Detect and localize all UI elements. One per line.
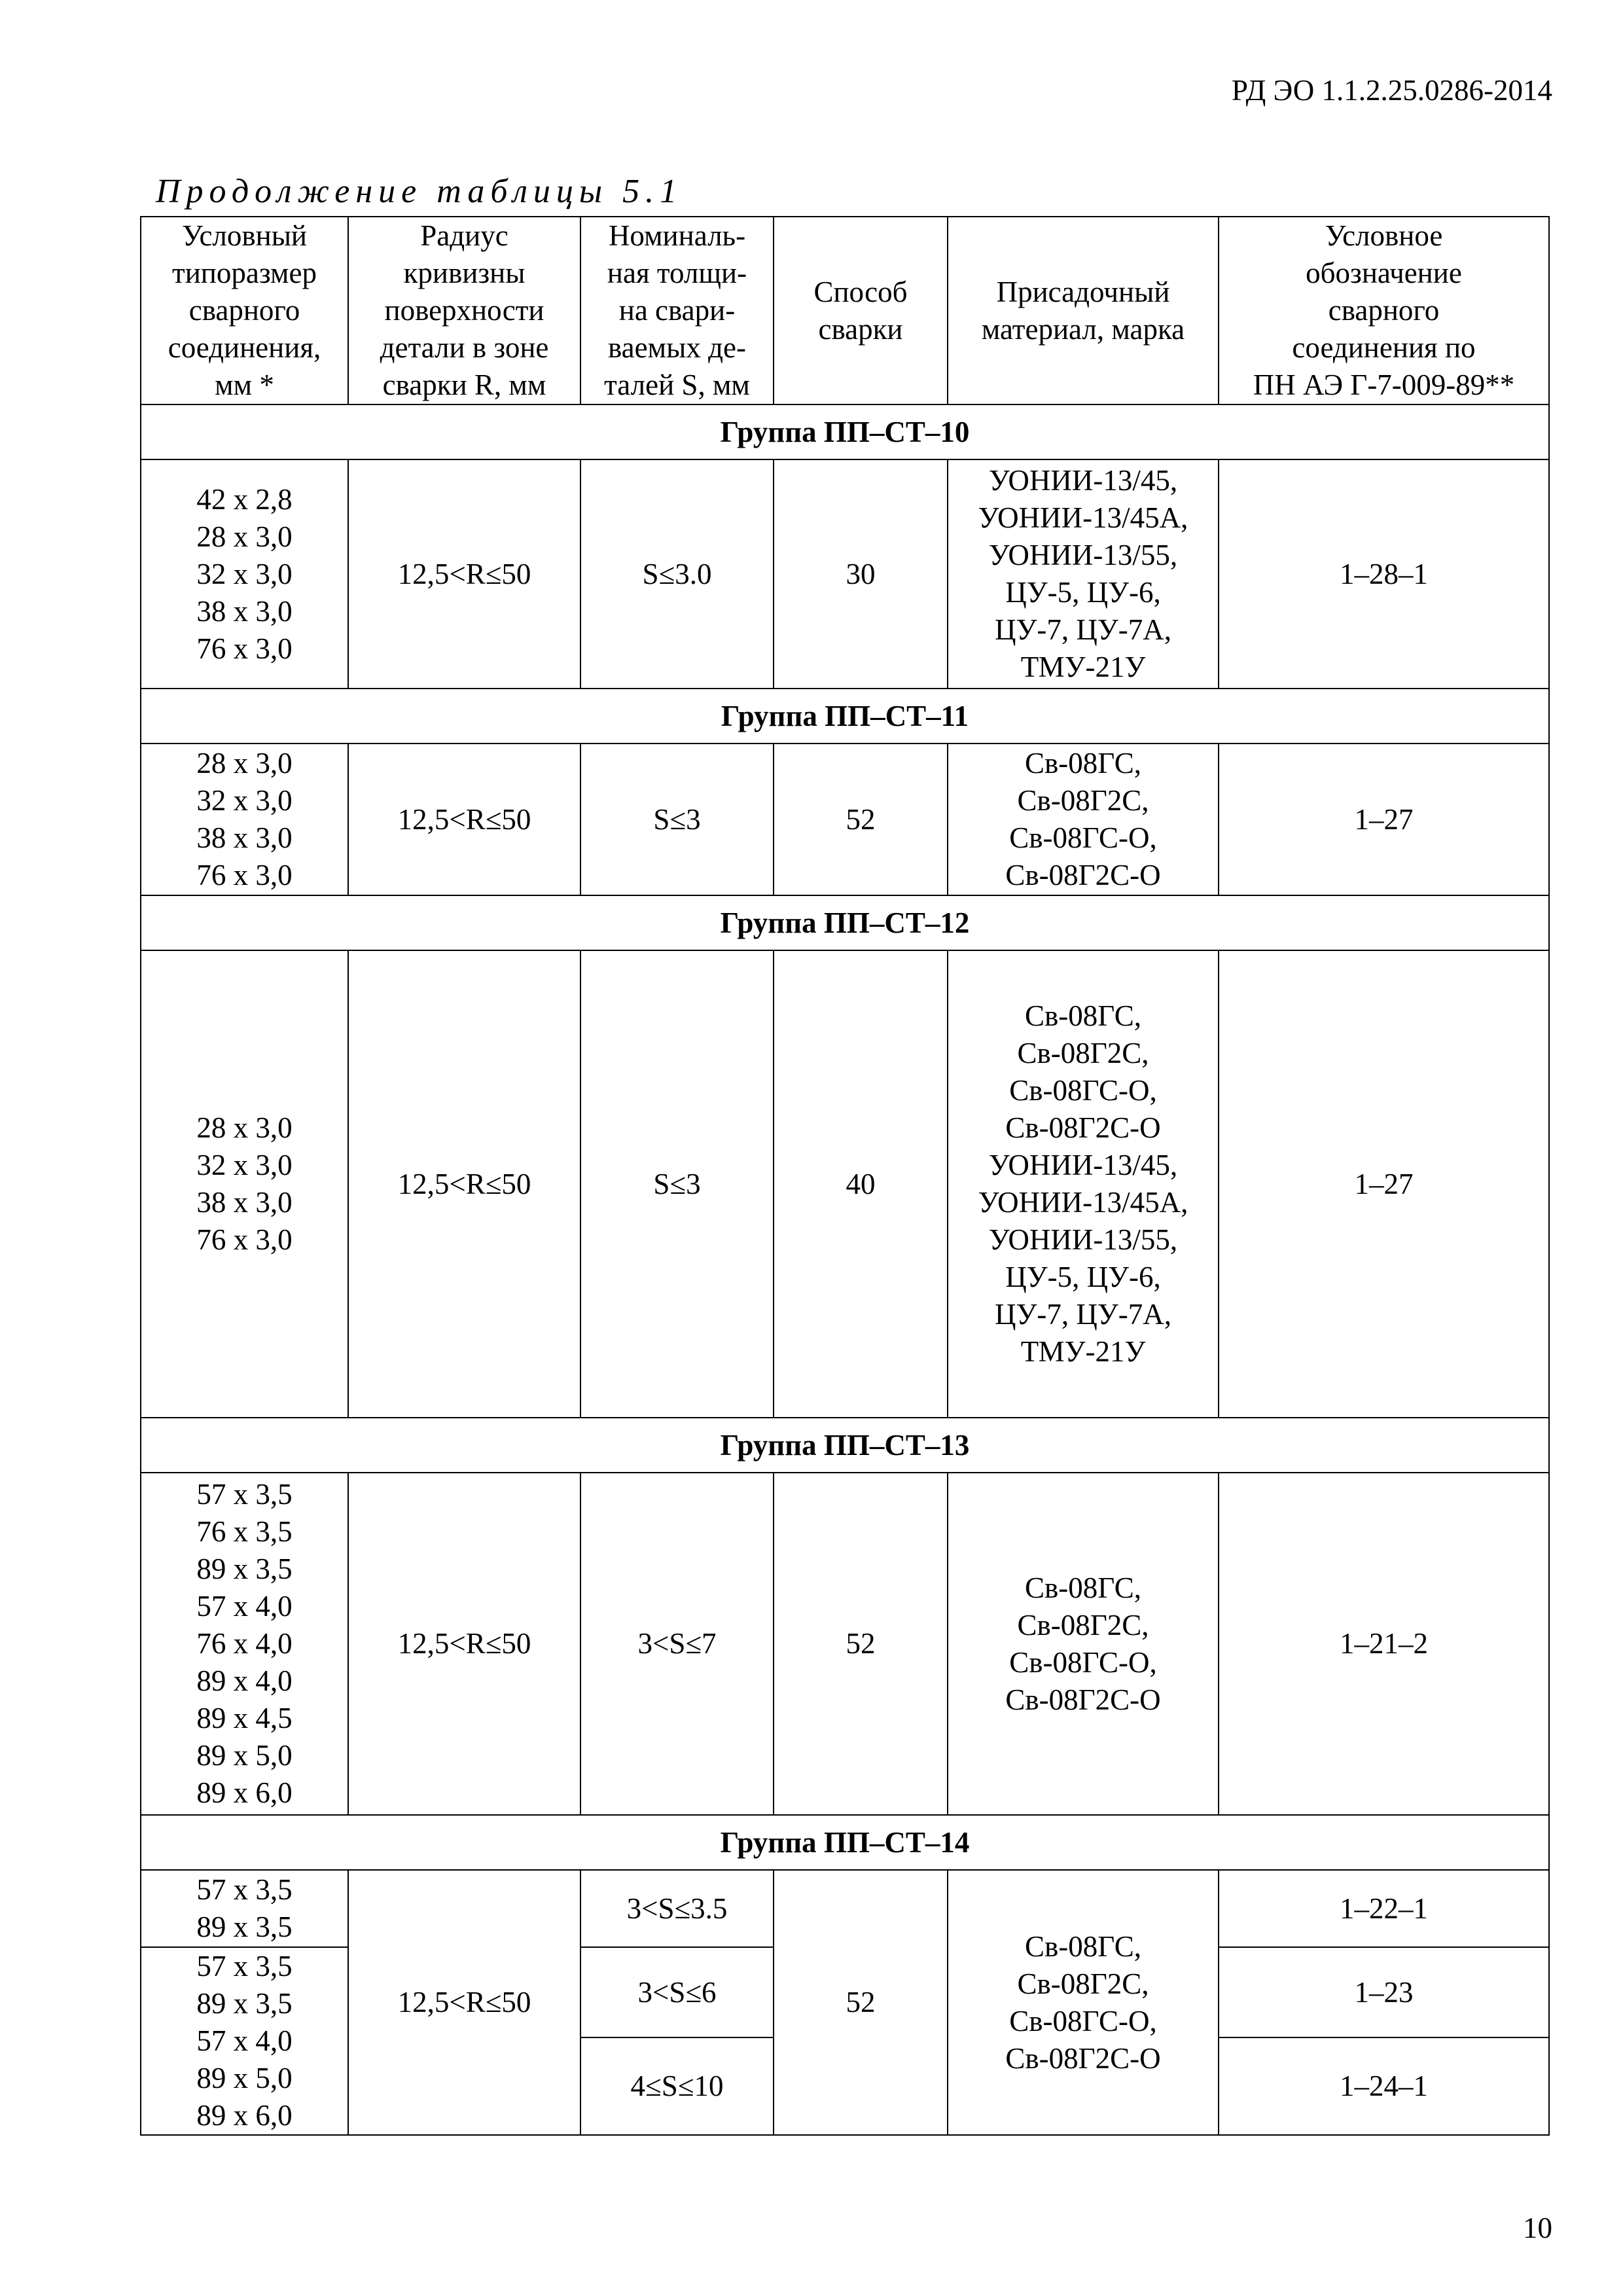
cell-line: 38 х 3,0 [196, 594, 293, 628]
column-header-thickness [580, 217, 774, 404]
group-title: Группа ПП–СТ–10 [141, 404, 1549, 459]
header-line: мм * [215, 368, 274, 401]
cell-line: Св-08ГС-О, [1009, 1074, 1157, 1107]
header-line: сварного [188, 294, 300, 327]
radius-cell: 12,5<R≤50 [348, 1870, 580, 2135]
table-caption: Продолжение таблицы 5.1 [156, 173, 683, 210]
header-line: ПН АЭ Г-7-009-89** [1253, 368, 1515, 401]
column-header-method [774, 217, 948, 404]
cell-line: 28 х 3,0 [196, 747, 293, 780]
material-cell [948, 744, 1219, 895]
cell-line: УОНИИ-13/45А, [978, 1186, 1188, 1219]
cell-line: УОНИИ-13/55, [988, 1223, 1178, 1256]
header-line: ваемых де- [608, 331, 746, 364]
material-cell [948, 950, 1219, 1418]
cell-line: Св-08Г2С-О [1005, 2041, 1161, 2075]
cell-line: Св-08Г2С, [1017, 1037, 1149, 1069]
cell-line: 89 х 5,0 [196, 1739, 293, 1772]
header-line: сварки R, мм [382, 368, 546, 401]
designation-cell: 1–27 [1219, 950, 1549, 1418]
header-line: соединения, [168, 331, 321, 364]
cell-line: ТМУ-21У [1020, 651, 1146, 683]
cell-line: Св-08Г2С, [1017, 784, 1149, 817]
cell-line: Св-08ГС, [1025, 747, 1141, 780]
group-row [141, 404, 1549, 459]
designation-cell: 1–21–2 [1219, 1473, 1549, 1815]
column-header-designation [1219, 217, 1549, 404]
cell-line: 89 х 3,5 [196, 1910, 293, 1943]
data-row [141, 744, 1549, 895]
method-cell: 52 [774, 744, 948, 895]
cell-line: 76 х 3,5 [196, 1515, 293, 1548]
header-row [141, 217, 1549, 404]
cell-line: ЦУ-5, ЦУ-6, [1005, 576, 1161, 609]
thickness-cell: 3<S≤3.5 [580, 1870, 774, 1947]
thickness-cell: S≤3.0 [580, 459, 774, 689]
cell-line: 42 х 2,8 [196, 482, 293, 516]
cell-line: 89 х 6,0 [196, 2099, 293, 2132]
cell-line: УОНИИ-13/55, [988, 539, 1178, 571]
group-row [141, 1418, 1549, 1473]
cell-line: 32 х 3,0 [196, 784, 293, 817]
group-title: Группа ПП–СТ–11 [141, 689, 1549, 744]
cell-line: Св-08ГС-О, [1009, 821, 1157, 854]
thickness-cell: 4≤S≤10 [580, 2037, 774, 2135]
material-cell [948, 1870, 1219, 2135]
header-line: материал, марка [981, 312, 1185, 346]
header-line: соединения по [1292, 331, 1476, 364]
cell-line: 28 х 3,0 [196, 1111, 293, 1144]
welding-table [140, 216, 1550, 2136]
cell-line: Св-08Г2С-О [1005, 859, 1161, 891]
group-title: Группа ПП–СТ–12 [141, 895, 1549, 950]
cell-line: 89 х 6,0 [196, 1776, 293, 1809]
cell-line: Св-08ГС-О, [1009, 1645, 1157, 1679]
method-cell: 40 [774, 950, 948, 1418]
column-header-size [141, 217, 348, 404]
cell-line: 32 х 3,0 [196, 557, 293, 590]
header-line: Способ [813, 275, 908, 308]
size-cell [141, 1473, 348, 1815]
page-number: 10 [1523, 2212, 1552, 2244]
size-cell [141, 1947, 348, 2135]
header-line: сварного [1328, 294, 1440, 327]
cell-line: 57 х 3,5 [196, 1873, 293, 1906]
size-cell [141, 1870, 348, 1947]
data-row [141, 1870, 1549, 1947]
thickness-cell: S≤3 [580, 950, 774, 1418]
thickness-cell: S≤3 [580, 744, 774, 895]
cell-line: ЦУ-7, ЦУ-7А, [995, 1298, 1171, 1331]
cell-line: 57 х 4,0 [196, 1590, 293, 1623]
cell-line: 76 х 3,0 [196, 632, 293, 665]
size-cell [141, 950, 348, 1418]
radius-cell: 12,5<R≤50 [348, 1473, 580, 1815]
column-header-radius [348, 217, 580, 404]
cell-line: Св-08Г2С-О [1005, 1111, 1161, 1144]
cell-line: 57 х 3,5 [196, 1478, 293, 1511]
cell-line: 38 х 3,0 [196, 1186, 293, 1219]
cell-line: 28 х 3,0 [196, 520, 293, 553]
header-line: кривизны [403, 257, 526, 289]
header-line: обозначение [1306, 257, 1462, 289]
data-row [141, 950, 1549, 1418]
radius-cell: 12,5<R≤50 [348, 744, 580, 895]
designation-cell: 1–28–1 [1219, 459, 1549, 689]
header-line: поверхности [384, 294, 544, 327]
cell-line: Св-08ГС-О, [1009, 2004, 1157, 2037]
designation-cell: 1–23 [1219, 1947, 1549, 2037]
group-title: Группа ПП–СТ–13 [141, 1418, 1549, 1473]
cell-line: 57 х 3,5 [196, 1950, 293, 1982]
header-line: Присадочный [996, 275, 1170, 308]
cell-line: УОНИИ-13/45, [988, 464, 1178, 497]
cell-line: Св-08ГС, [1025, 1929, 1141, 1963]
size-cell [141, 459, 348, 689]
method-cell: 52 [774, 1870, 948, 2135]
method-cell: 30 [774, 459, 948, 689]
cell-line: 76 х 3,0 [196, 1223, 293, 1256]
thickness-cell: 3<S≤6 [580, 1947, 774, 2037]
method-cell: 52 [774, 1473, 948, 1815]
thickness-cell: 3<S≤7 [580, 1473, 774, 1815]
cell-line: 57 х 4,0 [196, 2024, 293, 2057]
designation-cell: 1–22–1 [1219, 1870, 1549, 1947]
cell-line: 38 х 3,0 [196, 821, 293, 854]
header-line: Условный [181, 219, 308, 252]
cell-line: Св-08Г2С, [1017, 1967, 1149, 2000]
cell-line: УОНИИ-13/45А, [978, 501, 1188, 534]
header-line: детали в зоне [380, 331, 549, 364]
group-row [141, 689, 1549, 744]
data-row [141, 459, 1549, 689]
header-line: на свари- [618, 294, 736, 327]
material-cell [948, 1473, 1219, 1815]
cell-line: Св-08Г2С, [1017, 1608, 1149, 1641]
cell-line: 89 х 4,5 [196, 1702, 293, 1734]
designation-cell: 1–24–1 [1219, 2037, 1549, 2135]
header-line: Радиус [420, 219, 508, 252]
cell-line: 32 х 3,0 [196, 1149, 293, 1181]
header-line: Условное [1325, 219, 1443, 252]
cell-line: УОНИИ-13/45, [988, 1149, 1178, 1181]
header-line: типоразмер [172, 257, 317, 289]
cell-line: 76 х 4,0 [196, 1627, 293, 1660]
material-cell [948, 459, 1219, 689]
header-line: Номиналь- [608, 219, 746, 252]
size-cell [141, 744, 348, 895]
cell-line: 89 х 3,5 [196, 1552, 293, 1585]
data-row [141, 1473, 1549, 1815]
header-line: ная толщи- [607, 257, 747, 289]
radius-cell: 12,5<R≤50 [348, 459, 580, 689]
cell-line: 76 х 3,0 [196, 859, 293, 891]
group-title: Группа ПП–СТ–14 [141, 1815, 1549, 1870]
group-row [141, 895, 1549, 950]
header-line: сварки [818, 312, 903, 346]
document-code: РД ЭО 1.1.2.25.0286-2014 [1231, 74, 1552, 107]
radius-cell: 12,5<R≤50 [348, 950, 580, 1418]
cell-line: ЦУ-5, ЦУ-6, [1005, 1261, 1161, 1293]
header-line: талей S, мм [604, 368, 750, 401]
cell-line: Св-08ГС, [1025, 1571, 1141, 1604]
cell-line: Св-08ГС, [1025, 999, 1141, 1032]
cell-line: 89 х 3,5 [196, 1987, 293, 2020]
group-row [141, 1815, 1549, 1870]
column-header-material [948, 217, 1219, 404]
cell-line: 89 х 4,0 [196, 1664, 293, 1697]
cell-line: ТМУ-21У [1020, 1335, 1146, 1368]
cell-line: Св-08Г2С-О [1005, 1683, 1161, 1716]
cell-line: ЦУ-7, ЦУ-7А, [995, 613, 1171, 646]
designation-cell: 1–27 [1219, 744, 1549, 895]
cell-line: 89 х 5,0 [196, 2062, 293, 2094]
